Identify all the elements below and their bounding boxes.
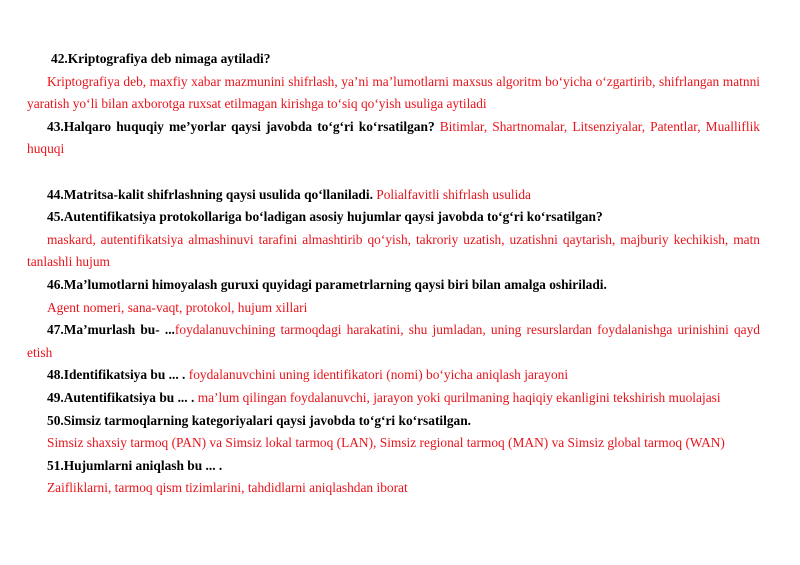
question-51: 51.Hujumlarni aniqlash bu ... . (47, 457, 223, 473)
answer-44: Polialfavitli shifrlash usulida (376, 186, 531, 202)
question-48-block (27, 364, 760, 387)
question-43: 43.Halqaro huquqiy me’yorlar qaysi javobda to‘g‘ri ko‘rsatilgan? (47, 118, 435, 134)
question-51-block (27, 455, 760, 478)
question-49-block (27, 387, 760, 410)
question-48: 48.Identifikatsiya bu ... . (47, 367, 186, 383)
answer-50: Simsiz shaxsiy tarmoq (PAN) va Simsiz lokal tarmoq (LAN), Simsiz regional tarmoq (MAN) va Simsiz global tarmoq (WAN) (47, 435, 725, 451)
question-47: 47.Ma’murlash bu- ... (47, 322, 175, 338)
question-50: 50.Simsiz tarmoqlarning kategoriyalari qaysi javobda to‘g‘ri ko‘rsatilgan. (47, 412, 472, 428)
question-45-block (27, 206, 760, 229)
question-46-block (27, 274, 760, 297)
question-42-answer-block (27, 48, 760, 71)
answer-49: ma’lum qilingan foydalanuvchi, jarayon yoki qurilmaning haqiqiy ekanligini tekshirish muolajasi (197, 389, 721, 405)
answer-43: Bitimlar, Shartnomalar, Litsenziyalar, Patentlar, Mualliflik huquqi (27, 118, 760, 157)
answer-45: maskard, autentifikatsiya almashinuvi tarafini almashtirib qo‘yish, takroriy uzatish, uzatishni qaytarish, majburiy kechikish, matn tanlashli hujum (27, 231, 760, 270)
question-44: 44.Matritsa-kalit shifrlashning qaysi usulida qo‘llaniladi. (47, 186, 373, 202)
question-46: 46.Ma’lumotlarni himoyalash guruxi quyidagi parametrlarning qaysi biri bilan amalga oshiriladi. (47, 276, 607, 292)
answer-48: foydalanuvchini uning identifikatori (nomi) bo‘yicha aniqlash jarayoni (188, 367, 569, 383)
answer-51: Zaifliklarni, tarmoq qism tizimlarini, tahdidlarni aniqlashdan iborat (47, 480, 408, 496)
question-45: 45.Autentifikatsiya protokollariga bo‘ladigan asosiy hujumlar qaysi javobda to‘g‘ri ko‘rsatilgan? (47, 209, 603, 225)
question-42: 42.Kriptografiya deb nimaga aytiladi? (51, 51, 271, 66)
question-49: 49.Autentifikatsiya bu ... . (47, 389, 195, 405)
answer-42: Kriptografiya deb, maxfiy xabar mazmunini shifrlash, ya’ni ma’lumotlarni maxsus algoritm bo‘yicha o‘zgartirib, shifrlangan matnni yaratish yo‘li bilan axborotga ruxsat etilmagan kirishga to‘siq qo‘yish usuliga aytiladi (27, 73, 760, 112)
answer-47: foydalanuvchining tarmoqdagi harakatini, shu jumladan, uning resurslardan foydalanishga urinishini qayd etish (27, 322, 761, 360)
document-page (27, 48, 760, 500)
question-50-block (27, 410, 760, 433)
question-47-block (27, 319, 760, 364)
question-43-block (27, 116, 760, 161)
answer-46: Agent nomeri, sana-vaqt, protokol, hujum xillari (47, 299, 308, 315)
question-44-block (27, 184, 760, 207)
